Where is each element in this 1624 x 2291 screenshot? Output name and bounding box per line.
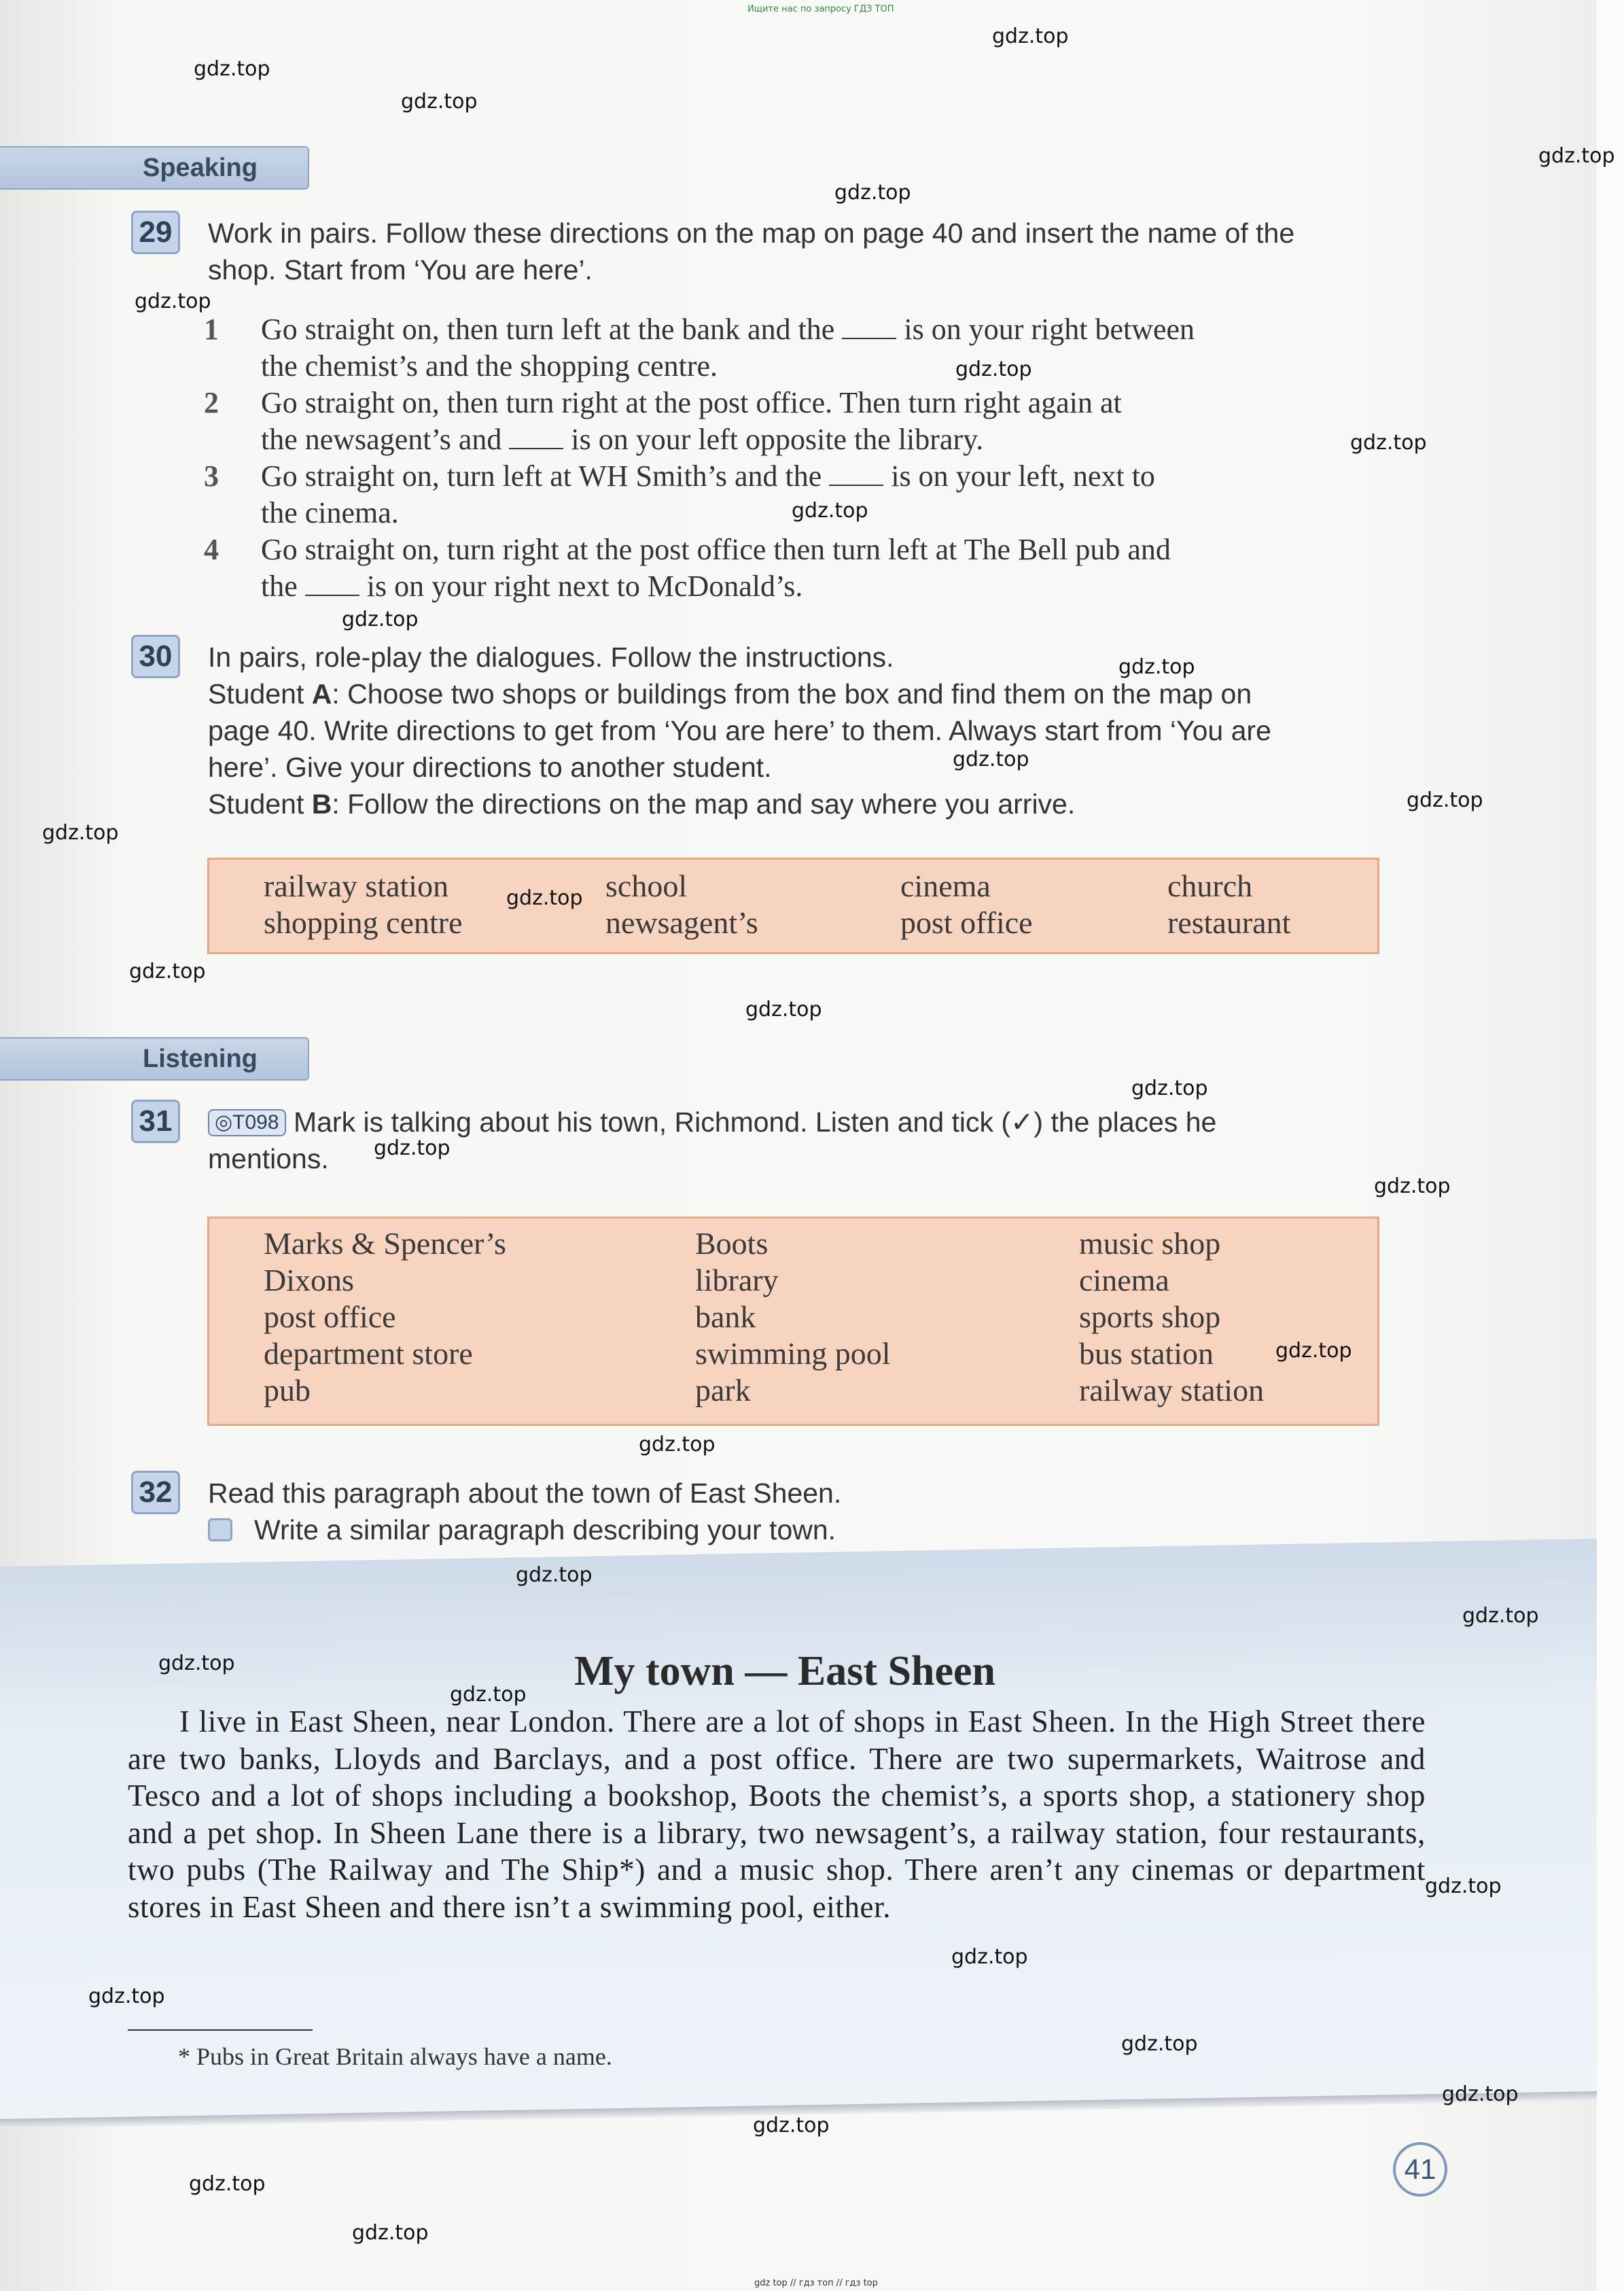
answer-blank[interactable] <box>509 425 563 449</box>
box-word: school <box>605 869 688 903</box>
item-text: Go straight on, turn right at the post office then turn left at The Bell pub and <box>261 533 1171 566</box>
watermark: gdz.top <box>129 960 206 983</box>
page-edge <box>1597 0 1624 2291</box>
audio-track-button[interactable]: ◎T098 <box>208 1109 286 1136</box>
listening-tab: Listening <box>0 1037 309 1081</box>
watermark: gdz.top <box>639 1433 716 1456</box>
tick-word[interactable]: sports shop <box>1079 1299 1221 1334</box>
instr-line: Read this paragraph about the town of East Sheen. <box>208 1477 842 1509</box>
instr-line: here’. Give your directions to another student. <box>208 752 772 783</box>
watermark: gdz.top <box>189 2172 266 2196</box>
watermark: gdz.top <box>1407 788 1483 812</box>
watermark: gdz.top <box>506 886 583 910</box>
instr-line: In pairs, role-play the dialogues. Follow the instructions. <box>208 642 894 673</box>
item-text: is on your right between <box>904 313 1195 346</box>
student-letter: B <box>311 788 332 820</box>
watermark: gdz.top <box>516 1563 593 1587</box>
word-box-places <box>207 858 1379 954</box>
footnote: * Pubs in Great Britain always have a name. <box>178 2043 612 2070</box>
box-word: church <box>1167 869 1253 903</box>
box-word: restaurant <box>1167 905 1291 940</box>
exercise-29-instructions <box>208 215 1431 288</box>
tick-word[interactable]: bus station <box>1079 1336 1214 1371</box>
watermark: gdz.top <box>953 748 1029 771</box>
exercise-32-number: 32 <box>131 1471 180 1514</box>
footnote-rule <box>128 2029 313 2031</box>
watermark: gdz.top <box>1131 1077 1208 1100</box>
watermark: gdz.top <box>792 499 868 523</box>
word-box-tick-places <box>207 1217 1379 1426</box>
watermark: gdz.top <box>745 998 822 1021</box>
watermark: gdz.top <box>1538 144 1615 168</box>
watermark: gdz.top <box>135 290 211 313</box>
watermark: gdz.top <box>42 821 119 845</box>
box-word: shopping centre <box>264 905 463 940</box>
student-label: Student <box>208 788 304 820</box>
watermark: gdz.top <box>194 57 270 81</box>
watermark: gdz.top <box>753 2114 830 2137</box>
box-word: railway station <box>264 869 449 903</box>
top-banner: Ищите нас по запросу ГДЗ ТОП <box>747 4 894 14</box>
item-number: 1 <box>204 313 219 346</box>
reading-title: My town — East Sheen <box>573 1648 996 1694</box>
exercise-31-number: 31 <box>131 1100 180 1143</box>
item-number: 2 <box>204 386 219 419</box>
watermark: gdz.top <box>342 608 419 631</box>
watermark: gdz.top <box>450 1683 527 1707</box>
watermark: gdz.top <box>158 1651 235 1675</box>
watermark: gdz.top <box>1442 2082 1519 2106</box>
tick-word[interactable]: Boots <box>695 1226 769 1261</box>
tick-word[interactable]: park <box>695 1373 751 1407</box>
student-letter: A <box>311 678 332 710</box>
tick-word[interactable]: music shop <box>1079 1226 1221 1261</box>
item-text: is on your right next to McDonald’s. <box>366 570 803 603</box>
item-number: 4 <box>204 533 219 566</box>
box-word: cinema <box>900 869 991 903</box>
tick-word[interactable]: swimming pool <box>695 1336 891 1371</box>
exercise-30-number: 30 <box>131 635 180 678</box>
tick-word[interactable]: bank <box>695 1299 756 1334</box>
item-number: 3 <box>204 459 219 493</box>
item-text: the newsagent’s and <box>261 423 502 456</box>
instr-line: page 40. Write directions to get from ‘You are here’ to them. Always start from ‘You are <box>208 715 1271 746</box>
writing-checkbox[interactable] <box>208 1518 232 1541</box>
watermark: gdz.top <box>1118 655 1195 679</box>
exercise-32-instructions <box>208 1475 1431 1548</box>
watermark: gdz.top <box>88 1984 165 2008</box>
answer-blank[interactable] <box>829 461 883 486</box>
instr-line: mentions. <box>208 1143 329 1174</box>
watermark: gdz.top <box>1275 1339 1352 1363</box>
bottom-banner: gdz top // гдз топ // гдз top <box>754 2278 878 2288</box>
watermark: gdz.top <box>951 1945 1028 1969</box>
watermark: gdz.top <box>352 2221 429 2245</box>
tick-word[interactable]: Marks & Spencer’s <box>264 1226 506 1261</box>
speaking-tab: Speaking <box>0 146 309 190</box>
tick-word[interactable]: department store <box>264 1336 473 1371</box>
item-text: Go straight on, then turn right at the post office. Then turn right again at <box>261 386 1122 419</box>
watermark: gdz.top <box>374 1136 451 1160</box>
watermark: gdz.top <box>1425 1874 1502 1898</box>
watermark: gdz.top <box>1374 1174 1451 1198</box>
instr-text: : Follow the directions on the map and say where you arrive. <box>332 788 1076 820</box>
exercise-29-number: 29 <box>131 211 180 254</box>
box-word: newsagent’s <box>605 905 758 940</box>
instr-text: : Choose two shops or buildings from the box and find them on the map on <box>332 678 1252 710</box>
tick-word[interactable]: post office <box>264 1299 396 1334</box>
watermark: gdz.top <box>1121 2032 1198 2056</box>
item-text: the cinema. <box>261 496 399 529</box>
watermark: gdz.top <box>955 357 1032 381</box>
reading-paragraph: I live in East Sheen, near London. There are a lot of shops in East Sheen. In the High Street there are two banks, Lloyds and Barclays, and a post office. There are two supermarkets, Waitrose and Tesco and a lot of shops including a bookshop, Boots the chemist’s, a sports shop, a stationery shop and a pet shop. In Sheen Lane there is a library, two newsagent’s, a railway station, four restaurants, two pubs (The Railway and The Ship*) and a music shop. There aren’t any cinemas or department stores in East Sheen and there isn’t a swimming pool, either. <box>128 1704 1426 1924</box>
watermark: gdz.top <box>1462 1604 1539 1628</box>
instr-line: Write a similar paragraph describing your town. <box>254 1514 836 1545</box>
instr-line: shop. Start from ‘You are here’. <box>208 254 593 285</box>
tick-word[interactable]: library <box>695 1263 779 1297</box>
answer-blank[interactable] <box>305 572 359 596</box>
tick-word[interactable]: cinema <box>1079 1263 1169 1297</box>
watermark: gdz.top <box>1350 431 1427 455</box>
watermark: gdz.top <box>401 90 478 113</box>
item-text: Go straight on, turn left at WH Smith’s and the <box>261 459 822 493</box>
student-label: Student <box>208 678 304 710</box>
tick-word[interactable]: Dixons <box>264 1263 354 1297</box>
exercise-30-instructions <box>208 639 1431 822</box>
answer-blank[interactable] <box>842 315 896 339</box>
item-text: the <box>261 570 298 603</box>
item-text: is on your left, next to <box>891 459 1155 493</box>
tick-word[interactable]: railway station <box>1079 1373 1265 1407</box>
instr-line: Work in pairs. Follow these directions on the map on page 40 and insert the name of the <box>208 217 1295 249</box>
item-text: is on your left opposite the library. <box>571 423 984 456</box>
tick-word[interactable]: pub <box>264 1373 311 1407</box>
item-text: Go straight on, then turn left at the bank and the <box>261 313 835 346</box>
instr-text: Mark is talking about his town, Richmond. Listen and tick (✓) the places he <box>293 1106 1217 1138</box>
box-word: post office <box>900 905 1033 940</box>
page-number: 41 <box>1393 2142 1447 2197</box>
watermark: gdz.top <box>834 181 911 205</box>
watermark: gdz.top <box>992 24 1069 48</box>
item-text: the chemist’s and the shopping centre. <box>261 349 718 383</box>
